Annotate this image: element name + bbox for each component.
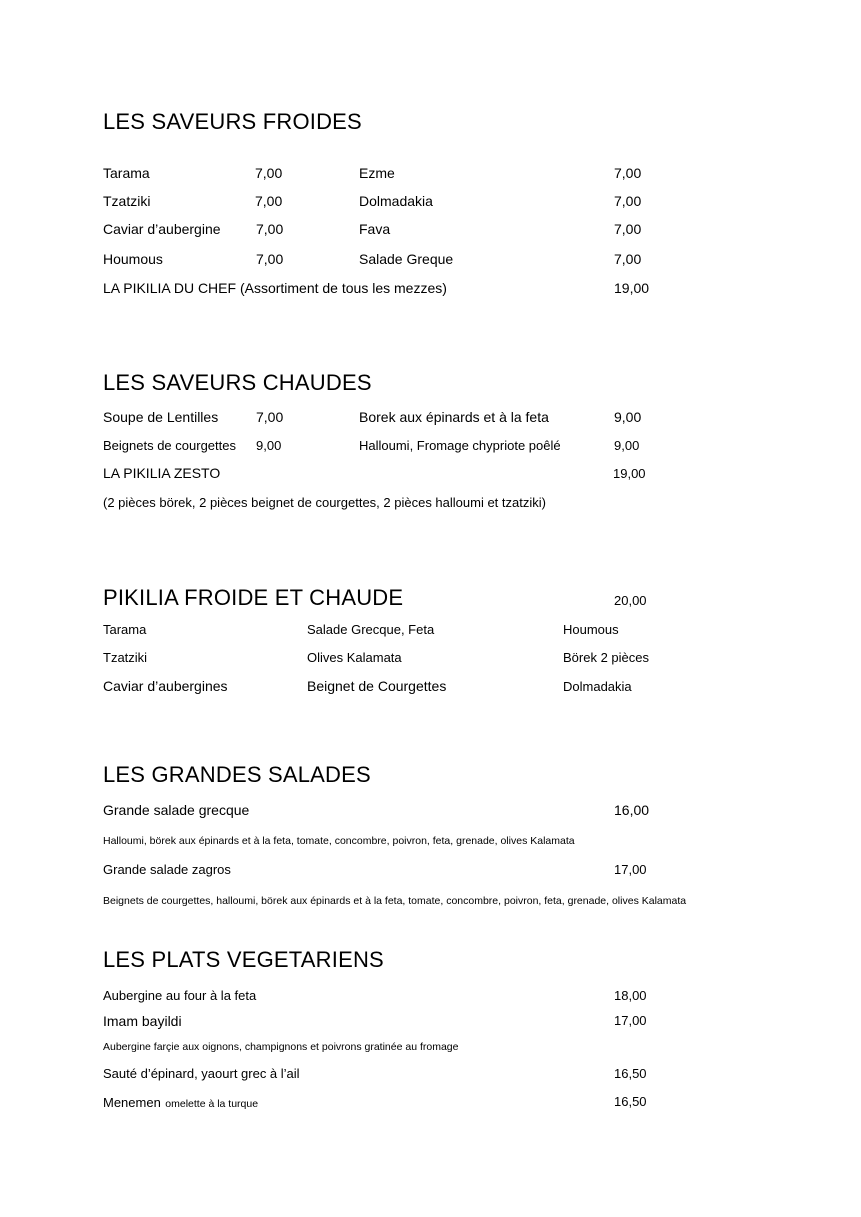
item-name: Tzatziki	[103, 193, 151, 209]
item-name: Soupe de Lentilles	[103, 409, 219, 425]
item-price: 9,00	[614, 438, 640, 453]
item-name: Grande salade zagros	[103, 862, 231, 877]
list-item: Houmous	[563, 622, 619, 637]
item-name: Houmous	[103, 251, 163, 267]
list-item: Dolmadakia	[563, 679, 632, 694]
item-price: 9,00	[614, 409, 642, 425]
pikilia-price: 19,00	[614, 280, 650, 296]
item-name: Fava	[359, 221, 391, 237]
pikilia-note: (2 pièces börek, 2 pièces beignet de courgettes, 2 pièces halloumi et tzatziki)	[103, 495, 546, 510]
item-name-group	[103, 1095, 258, 1111]
item-price: 18,00	[614, 988, 647, 1003]
section-title-froides: LES SAVEURS FROIDES	[103, 109, 362, 134]
item-name: Beignets de courgettes	[103, 438, 236, 453]
item-price: 16,00	[614, 802, 650, 818]
item-price: 7,00	[614, 221, 642, 237]
item-price: 7,00	[256, 251, 284, 267]
item-name: Salade Greque	[359, 251, 454, 267]
item-price: 7,00	[614, 165, 642, 181]
item-description: Halloumi, börek aux épinards et à la feta, tomate, concombre, poivron, feta, grenade, olives Kalamata	[103, 835, 575, 847]
item-price: 9,00	[256, 438, 282, 453]
list-item: Salade Grecque, Feta	[307, 622, 435, 637]
item-name: Caviar d’aubergine	[103, 221, 221, 237]
list-item: Beignet de Courgettes	[307, 678, 447, 694]
list-item: Caviar d’aubergines	[103, 678, 228, 694]
item-price: 7,00	[255, 193, 283, 209]
pikilia-price: 19,00	[613, 466, 646, 481]
section-title-chaudes: LES SAVEURS CHAUDES	[103, 370, 372, 395]
item-name: Tarama	[103, 165, 150, 181]
item-description: Beignets de courgettes, halloumi, börek aux épinards et à la feta, tomate, concombre, poivron, feta, grenade, olives Kalamata	[103, 895, 687, 907]
item-price: 17,00	[614, 862, 647, 877]
item-price: 7,00	[614, 251, 642, 267]
item-price: 7,00	[255, 165, 283, 181]
item-description: Aubergine farçie aux oignons, champignons et poivrons gratinée au fromage	[103, 1041, 459, 1053]
section-title-vegetariens: LES PLATS VEGETARIENS	[103, 947, 384, 972]
list-item: Tzatziki	[103, 650, 148, 665]
item-name: Imam bayildi	[103, 1013, 182, 1029]
pikilia-name: LA PIKILIA DU CHEF (Assortiment de tous les mezzes)	[103, 280, 447, 296]
section-price: 20,00	[614, 593, 647, 608]
section-title-salades: LES GRANDES SALADES	[103, 762, 371, 787]
item-price: 17,00	[614, 1013, 647, 1028]
item-price: 7,00	[256, 409, 284, 425]
item-price: 16,50	[614, 1094, 647, 1109]
list-item: Börek 2 pièces	[563, 650, 649, 665]
item-name: Dolmadakia	[359, 193, 433, 209]
item-name: Aubergine au four à la feta	[103, 988, 257, 1003]
list-item: Olives Kalamata	[307, 650, 402, 665]
item-name: Halloumi, Fromage chypriote poêlé	[359, 438, 561, 453]
item-price: 7,00	[256, 221, 284, 237]
list-item: Tarama	[103, 622, 147, 637]
pikilia-name: LA PIKILIA ZESTO	[103, 465, 221, 481]
item-price: 16,50	[614, 1066, 647, 1081]
item-name: Ezme	[359, 165, 395, 181]
item-price: 7,00	[614, 193, 642, 209]
item-name: Grande salade grecque	[103, 802, 250, 818]
item-name: Sauté d’épinard, yaourt grec à l’ail	[103, 1066, 300, 1081]
item-name: Menemen	[103, 1095, 161, 1110]
section-title-pikilia-mixte: PIKILIA FROIDE ET CHAUDE	[103, 585, 404, 610]
item-name: Borek aux épinards et à la feta	[359, 409, 549, 425]
item-extra: omelette à la turque	[165, 1098, 259, 1110]
